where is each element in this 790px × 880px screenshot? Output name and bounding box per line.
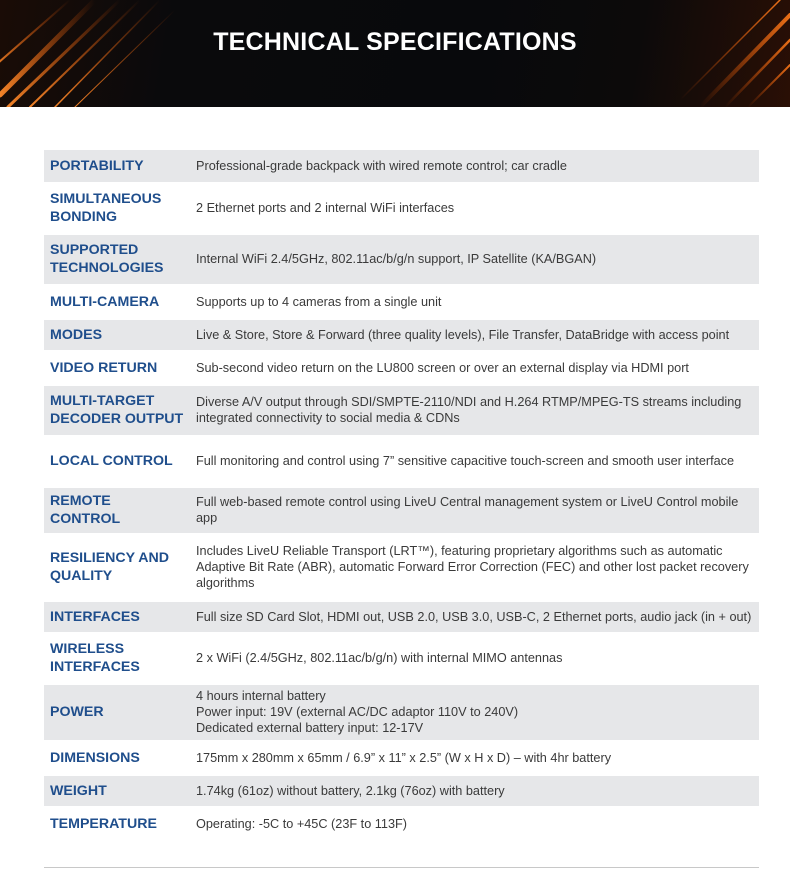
spec-value-line: Dedicated external battery input: 12-17V [196,721,424,735]
spec-value [190,683,759,741]
spec-value [190,807,759,841]
spec-table [44,150,759,843]
spec-label: INTERFACES [44,600,190,633]
spec-value-line: 2 x WiFi (2.4/5GHz, 802.11ac/b/g/n) with internal MIMO antennas [196,651,563,665]
spec-value [190,351,759,384]
spec-value-line: Power input: 19V (external AC/DC adaptor 110V to 240V) [196,705,519,719]
spec-value-line: Professional-grade backpack with wired remote control; car cradle [196,158,567,173]
spec-value-line: Internal WiFi 2.4/5GHz, 802.11ac/b/g/n support, IP Satellite (KA/BGAN) [196,252,597,266]
spec-value-line: 4 hours internal battery [196,689,326,703]
spec-label: TEMPERATURE [44,807,190,841]
spec-row [44,774,759,807]
spec-row [44,633,759,683]
spec-row [44,150,759,183]
spec-value [190,183,759,233]
spec-value-line: 2 Ethernet ports and 2 internal WiFi interfaces [196,201,455,215]
spec-value [190,233,759,285]
spec-value [190,633,759,683]
spec-label: MULTI-TARGET DECODER OUTPUT [44,384,190,436]
spec-value [190,384,759,436]
spec-label: WEIGHT [44,774,190,807]
spec-label: LOCAL CONTROL [44,436,190,486]
spec-row [44,486,759,534]
spec-value [190,318,759,351]
spec-value [190,150,759,183]
spec-label: MODES [44,318,190,351]
spec-row [44,534,759,600]
spec-label: MULTI-CAMERA [44,285,190,318]
spec-label: SUPPORTED TECHNOLOGIES [44,233,190,285]
spec-value-line: Full web-based remote control using LiveU Central management system or LiveU Control mobile app [196,495,739,525]
spec-row [44,600,759,633]
spec-value [190,285,759,318]
spec-value [190,600,759,633]
spec-row [44,741,759,774]
spec-label: POWER [44,683,190,741]
page-title: TECHNICAL SPECIFICATIONS [213,28,577,56]
spec-label: DIMENSIONS [44,741,190,774]
bottom-divider [44,867,759,868]
spec-value-line: 1.74kg (61oz) without battery, 2.1kg (76oz) with battery [196,783,505,798]
spec-value [190,774,759,807]
spec-value-line: Live & Store, Store & Forward (three quality levels), File Transfer, DataBridge with access point [196,327,730,342]
spec-label: RESILIENCY AND QUALITY [44,534,190,600]
spec-value [190,436,759,486]
spec-row [44,285,759,318]
spec-table-body [44,150,759,841]
spec-value [190,534,759,600]
header-banner [0,0,790,107]
spec-row [44,183,759,233]
spec-row [44,233,759,285]
spec-row [44,436,759,486]
spec-value-line: Full size SD Card Slot, HDMI out, USB 2.0, USB 3.0, USB-C, 2 Ethernet ports, audio jack (in + out) [196,609,752,624]
spec-row [44,351,759,384]
spec-value-line: Includes LiveU Reliable Transport (LRT™), featuring proprietary algorithms such as automatic Adaptive Bit Rate (ABR), automatic Forward Error Correction (FEC) and other lost packet recovery algorithms [196,544,749,590]
spec-value-line: Full monitoring and control using 7” sensitive capacitive touch-screen and smooth user interface [196,454,735,468]
spec-value-line: Supports up to 4 cameras from a single unit [196,294,442,309]
spec-label: PORTABILITY [44,150,190,183]
spec-row [44,683,759,741]
spec-value-line: Diverse A/V output through SDI/SMPTE-2110/NDI and H.264 RTMP/MPEG-TS streams including integrated connectivity to social media & CDNs [196,395,742,425]
spec-value-line: Operating: -5C to +45C (23F to 113F) [196,817,407,831]
spec-value-line: 175mm x 280mm x 65mm / 6.9” x 11” x 2.5” (W x H x D) – with 4hr battery [196,750,612,765]
spec-label: VIDEO RETURN [44,351,190,384]
spec-row [44,807,759,841]
spec-value [190,486,759,534]
spec-row [44,384,759,436]
spec-label: REMOTE CONTROL [44,486,190,534]
spec-value-line: Sub-second video return on the LU800 screen or over an external display via HDMI port [196,360,689,375]
spec-value [190,741,759,774]
spec-row [44,318,759,351]
spec-label: SIMULTANEOUS BONDING [44,183,190,233]
spec-label: WIRELESS INTERFACES [44,633,190,683]
